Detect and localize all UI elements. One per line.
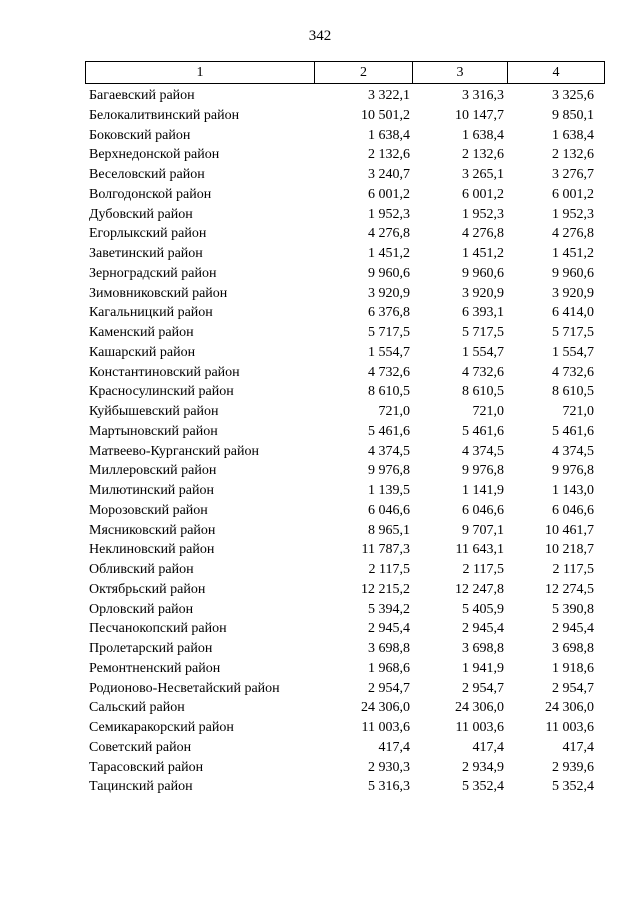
value-col3-cell: 2 954,7 <box>462 680 504 696</box>
table-row <box>85 501 600 521</box>
value-col4-cell: 1 638,4 <box>552 127 594 143</box>
value-col2-cell: 11 003,6 <box>361 720 410 735</box>
district-name-cell: Пролетарский район <box>89 641 213 656</box>
value-col3-cell: 8 610,5 <box>462 384 504 400</box>
value-col3-cell: 4 732,6 <box>462 364 504 380</box>
table-row <box>85 205 600 225</box>
district-name-cell: Верхнедонской район <box>89 147 220 163</box>
value-col4-cell: 2 945,4 <box>552 621 594 637</box>
column-header-2: 2 <box>315 62 413 84</box>
value-col2-cell: 24 306,0 <box>361 700 410 716</box>
district-name-cell: Кашарский район <box>89 344 196 360</box>
value-col2-cell: 4 374,5 <box>368 443 410 459</box>
value-col3-cell: 721,0 <box>472 404 504 419</box>
value-col3-cell: 5 461,6 <box>462 423 504 439</box>
value-col3-cell: 6 001,2 <box>462 186 504 202</box>
table-row <box>85 540 600 560</box>
table-row <box>85 639 600 659</box>
value-col3-cell: 3 265,1 <box>462 167 504 182</box>
district-name-cell: Родионово-Несветайский район <box>89 680 280 696</box>
value-col2-cell: 3 920,9 <box>368 285 410 301</box>
value-col2-cell: 3 698,8 <box>368 641 410 656</box>
table-row <box>85 698 600 718</box>
value-col4-cell: 11 003,6 <box>545 720 594 735</box>
district-name-cell: Семикаракорский район <box>89 720 234 735</box>
district-name-cell: Песчанокопский район <box>89 621 227 637</box>
table-row <box>85 600 600 620</box>
column-header-3: 3 <box>413 62 508 84</box>
value-col4-cell: 1 451,2 <box>552 246 594 261</box>
table-row <box>85 145 600 165</box>
table-row <box>85 244 600 264</box>
district-name-cell: Багаевский район <box>89 88 195 103</box>
table-row <box>85 126 600 146</box>
value-col4-cell: 5 717,5 <box>552 325 594 340</box>
value-col4-cell: 8 610,5 <box>552 384 594 400</box>
value-col2-cell: 3 240,7 <box>368 167 410 182</box>
value-col4-cell: 24 306,0 <box>545 700 594 716</box>
value-col2-cell: 721,0 <box>378 404 410 419</box>
value-col2-cell: 2 930,3 <box>368 759 410 775</box>
value-col3-cell: 9 960,6 <box>462 265 504 281</box>
value-col2-cell: 2 945,4 <box>368 621 410 637</box>
value-col3-cell: 12 247,8 <box>455 581 504 597</box>
table-row <box>85 323 600 343</box>
district-name-cell: Тарасовский район <box>89 759 204 775</box>
district-name-cell: Белокалитвинский район <box>89 107 240 123</box>
table-row <box>85 382 600 402</box>
value-col2-cell: 9 976,8 <box>368 463 410 479</box>
value-col3-cell: 11 003,6 <box>455 720 504 735</box>
district-name-cell: Сальский район <box>89 700 185 716</box>
district-name-cell: Милютинский район <box>89 483 215 498</box>
table-row <box>85 679 600 699</box>
district-name-cell: Матвеево-Курганский район <box>89 443 259 459</box>
value-col4-cell: 1 143,0 <box>552 483 594 498</box>
district-name-cell: Ремонтненский район <box>89 660 221 676</box>
value-col3-cell: 24 306,0 <box>455 700 504 716</box>
table-row <box>85 402 600 422</box>
district-name-cell: Кагальницкий район <box>89 305 213 321</box>
value-col4-cell: 1 918,6 <box>552 660 594 676</box>
district-name-cell: Октябрьский район <box>89 581 206 597</box>
district-name-cell: Миллеровский район <box>89 463 217 479</box>
table-row <box>85 777 600 797</box>
district-name-cell: Веселовский район <box>89 167 205 182</box>
value-col3-cell: 3 920,9 <box>462 285 504 301</box>
page-number: 342 <box>308 28 332 44</box>
value-col4-cell: 2 117,5 <box>552 562 594 577</box>
value-col4-cell: 2 954,7 <box>552 680 594 696</box>
value-col2-cell: 11 787,3 <box>361 542 410 558</box>
value-col2-cell: 1 554,7 <box>368 344 410 360</box>
value-col4-cell: 4 732,6 <box>552 364 594 380</box>
value-col2-cell: 2 132,6 <box>368 147 410 163</box>
table-row <box>85 224 600 244</box>
value-col3-cell: 1 638,4 <box>462 127 504 143</box>
value-col2-cell: 8 610,5 <box>368 384 410 400</box>
value-col4-cell: 4 276,8 <box>552 226 594 242</box>
value-col2-cell: 6 001,2 <box>368 186 410 202</box>
value-col3-cell: 2 945,4 <box>462 621 504 637</box>
value-col3-cell: 1 451,2 <box>462 246 504 261</box>
value-col2-cell: 4 276,8 <box>368 226 410 242</box>
table-row <box>85 303 600 323</box>
table-row <box>85 422 600 442</box>
district-name-cell: Егорлыкский район <box>89 226 207 242</box>
value-col4-cell: 2 132,6 <box>552 147 594 163</box>
value-col3-cell: 417,4 <box>472 739 504 755</box>
value-col3-cell: 6 393,1 <box>462 305 504 321</box>
value-col3-cell: 3 316,3 <box>462 88 504 103</box>
value-col3-cell: 5 717,5 <box>462 325 504 340</box>
value-col2-cell: 9 960,6 <box>368 265 410 281</box>
value-col4-cell: 12 274,5 <box>545 581 594 597</box>
table-row <box>85 560 600 580</box>
value-col2-cell: 1 451,2 <box>368 246 410 261</box>
value-col4-cell: 9 850,1 <box>552 107 594 123</box>
value-col3-cell: 4 276,8 <box>462 226 504 242</box>
table-row <box>85 758 600 778</box>
value-col4-cell: 3 325,6 <box>552 88 594 103</box>
value-col4-cell: 6 414,0 <box>552 305 594 321</box>
value-col3-cell: 1 941,9 <box>462 660 504 676</box>
table-row <box>85 461 600 481</box>
district-name-cell: Боковский район <box>89 127 191 143</box>
value-col4-cell: 9 976,8 <box>552 463 594 479</box>
value-col3-cell: 9 976,8 <box>462 463 504 479</box>
value-col4-cell: 6 046,6 <box>552 502 594 518</box>
value-col2-cell: 4 732,6 <box>368 364 410 380</box>
value-col3-cell: 11 643,1 <box>455 542 504 558</box>
value-col4-cell: 6 001,2 <box>552 186 594 202</box>
value-col2-cell: 5 717,5 <box>368 325 410 340</box>
district-name-cell: Заветинский район <box>89 246 203 261</box>
value-col3-cell: 1 141,9 <box>462 483 504 498</box>
value-col3-cell: 5 405,9 <box>462 601 504 617</box>
value-col4-cell: 3 276,7 <box>552 167 594 182</box>
value-col2-cell: 417,4 <box>378 739 410 755</box>
value-col2-cell: 6 046,6 <box>368 502 410 518</box>
table-row <box>85 343 600 363</box>
column-header-1: 1 <box>86 62 315 84</box>
district-name-cell: Дубовский район <box>89 206 193 222</box>
value-col4-cell: 417,4 <box>562 739 594 755</box>
district-name-cell: Каменский район <box>89 325 194 340</box>
table-row <box>85 86 600 106</box>
value-col4-cell: 10 218,7 <box>545 542 594 558</box>
value-col4-cell: 2 939,6 <box>552 759 594 775</box>
value-col4-cell: 5 390,8 <box>552 601 594 617</box>
district-name-cell: Мартыновский район <box>89 423 218 439</box>
value-col2-cell: 10 501,2 <box>361 107 410 123</box>
table-header <box>85 61 605 84</box>
value-col3-cell: 6 046,6 <box>462 502 504 518</box>
district-name-cell: Зимовниковский район <box>89 285 228 301</box>
value-col2-cell: 1 139,5 <box>368 483 410 498</box>
value-col2-cell: 1 968,6 <box>368 660 410 676</box>
table-body <box>85 86 600 797</box>
table-row <box>85 481 600 501</box>
column-header-4: 4 <box>508 62 605 84</box>
value-col3-cell: 2 934,9 <box>462 759 504 775</box>
table-row <box>85 659 600 679</box>
value-col3-cell: 5 352,4 <box>462 779 504 795</box>
table-row <box>85 264 600 284</box>
value-col4-cell: 4 374,5 <box>552 443 594 459</box>
value-col4-cell: 1 554,7 <box>552 344 594 360</box>
value-col2-cell: 12 215,2 <box>361 581 410 597</box>
value-col4-cell: 10 461,7 <box>545 522 594 538</box>
value-col2-cell: 6 376,8 <box>368 305 410 321</box>
district-name-cell: Зерноградский район <box>89 265 217 281</box>
value-col4-cell: 5 352,4 <box>552 779 594 795</box>
value-col2-cell: 5 394,2 <box>368 601 410 617</box>
table-row <box>85 106 600 126</box>
table-row <box>85 185 600 205</box>
table-row <box>85 165 600 185</box>
value-col2-cell: 8 965,1 <box>368 522 410 538</box>
district-name-cell: Неклиновский район <box>89 542 215 558</box>
table-row <box>85 738 600 758</box>
value-col3-cell: 2 117,5 <box>462 562 504 577</box>
value-col4-cell: 721,0 <box>562 404 594 419</box>
district-name-cell: Советский район <box>89 739 192 755</box>
value-col3-cell: 10 147,7 <box>455 107 504 123</box>
district-name-cell: Орловский район <box>89 601 194 617</box>
value-col3-cell: 2 132,6 <box>462 147 504 163</box>
table-row <box>85 619 600 639</box>
value-col3-cell: 3 698,8 <box>462 641 504 656</box>
value-col4-cell: 3 920,9 <box>552 285 594 301</box>
value-col4-cell: 9 960,6 <box>552 265 594 281</box>
value-col3-cell: 1 952,3 <box>462 206 504 222</box>
table-row <box>85 718 600 738</box>
value-col3-cell: 9 707,1 <box>462 522 504 538</box>
value-col2-cell: 5 316,3 <box>368 779 410 795</box>
district-name-cell: Красносулинский район <box>89 384 234 400</box>
district-name-cell: Куйбышевский район <box>89 404 219 419</box>
district-name-cell: Мясниковский район <box>89 522 216 538</box>
district-name-cell: Константиновский район <box>89 364 240 380</box>
value-col3-cell: 4 374,5 <box>462 443 504 459</box>
district-name-cell: Волгодонской район <box>89 186 212 202</box>
table-row <box>85 580 600 600</box>
table-row <box>85 521 600 541</box>
table-row <box>85 442 600 462</box>
value-col4-cell: 1 952,3 <box>552 206 594 222</box>
table-row <box>85 363 600 383</box>
value-col4-cell: 5 461,6 <box>552 423 594 439</box>
table-row <box>85 284 600 304</box>
value-col2-cell: 2 117,5 <box>368 562 410 577</box>
value-col3-cell: 1 554,7 <box>462 344 504 360</box>
value-col2-cell: 2 954,7 <box>368 680 410 696</box>
district-name-cell: Обливский район <box>89 562 194 577</box>
value-col2-cell: 5 461,6 <box>368 423 410 439</box>
value-col2-cell: 1 638,4 <box>368 127 410 143</box>
value-col2-cell: 1 952,3 <box>368 206 410 222</box>
value-col4-cell: 3 698,8 <box>552 641 594 656</box>
value-col2-cell: 3 322,1 <box>368 88 410 103</box>
district-name-cell: Морозовский район <box>89 502 208 518</box>
district-name-cell: Тацинский район <box>89 779 193 795</box>
